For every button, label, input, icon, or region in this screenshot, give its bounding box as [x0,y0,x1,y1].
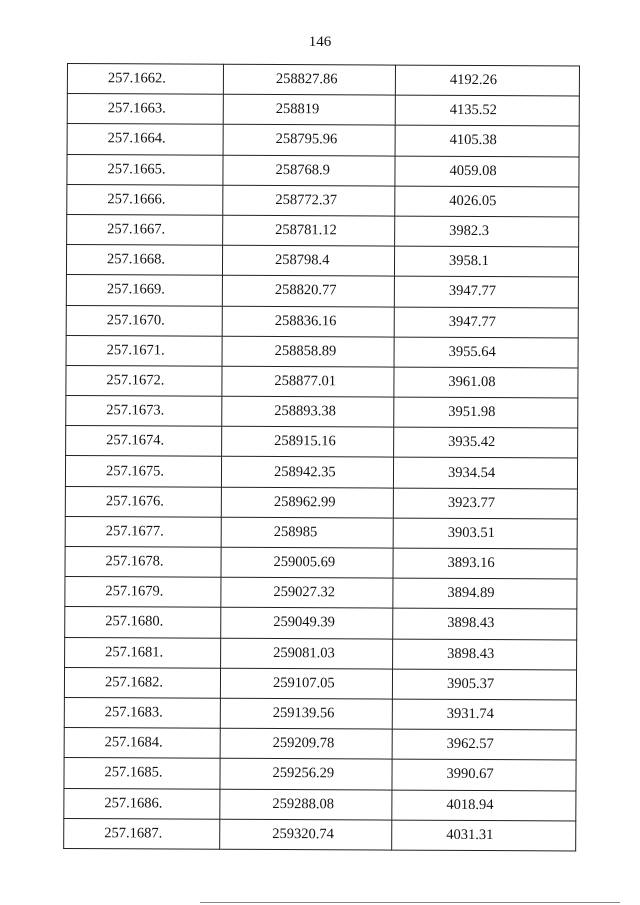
y-coordinate-cell: 3955.64 [394,337,578,368]
x-coordinate-cell: 259209.78 [220,728,392,759]
point-number-cell: 257.1662. [67,64,223,95]
x-coordinate-cell: 258915.16 [222,427,394,458]
point-number-cell: 257.1671. [66,335,222,366]
x-coordinate-cell: 258768.9 [223,155,395,186]
point-number-cell: 257.1668. [66,245,222,276]
point-number-cell: 257.1682. [64,667,220,698]
point-number-cell: 257.1676. [65,486,221,517]
table-row [66,335,578,368]
table-row [67,214,579,247]
table-row [64,667,576,700]
x-coordinate-cell: 259288.08 [220,789,392,820]
table-row [66,305,578,338]
point-number-cell: 257.1667. [67,214,223,245]
x-coordinate-cell: 259027.32 [221,577,393,608]
point-number-cell: 257.1680. [65,607,221,638]
x-coordinate-cell: 258795.96 [223,125,395,156]
y-coordinate-cell: 4059.08 [395,156,579,187]
point-number-cell: 257.1672. [66,365,222,396]
point-number-cell: 257.1673. [66,396,222,427]
point-number-cell: 257.1683. [64,697,220,728]
point-number-cell: 257.1669. [66,275,222,306]
x-coordinate-cell: 258836.16 [222,306,394,337]
table-row [65,456,577,489]
table-row [64,697,576,730]
page-number: 146 [308,34,332,50]
table-row [65,516,577,549]
table-row [67,94,579,127]
table-row [65,637,577,670]
x-coordinate-cell: 258962.99 [221,487,393,518]
table-row [64,788,576,821]
x-coordinate-cell: 259081.03 [221,638,393,669]
table-row [67,64,579,97]
y-coordinate-cell: 3990.67 [392,759,576,790]
x-coordinate-cell: 258893.38 [222,396,394,427]
point-number-cell: 257.1675. [65,456,221,487]
table-row [66,245,578,278]
x-coordinate-cell: 259139.56 [220,698,392,729]
point-number-cell: 257.1664. [67,124,223,155]
point-number-cell: 257.1685. [64,758,220,789]
y-coordinate-cell: 3931.74 [392,699,576,730]
y-coordinate-cell: 3961.08 [394,367,578,398]
table-row [67,184,579,217]
coordinates-table-body [64,64,580,851]
y-coordinate-cell: 4192.26 [395,65,579,96]
y-coordinate-cell: 4018.94 [392,790,576,821]
table-row [65,486,577,519]
table-row [66,275,578,308]
y-coordinate-cell: 3935.42 [394,427,578,458]
table-row [64,818,576,851]
x-coordinate-cell: 258985 [221,517,393,548]
y-coordinate-cell: 4031.31 [392,820,576,851]
table-row [65,577,577,610]
y-coordinate-cell: 3898.43 [393,608,577,639]
point-number-cell: 257.1674. [66,426,222,457]
y-coordinate-cell: 3905.37 [392,669,576,700]
x-coordinate-cell: 259107.05 [220,668,392,699]
y-coordinate-cell: 3951.98 [394,397,578,428]
point-number-cell: 257.1677. [65,516,221,547]
table-row [67,124,579,157]
point-number-cell: 257.1670. [66,305,222,336]
x-coordinate-cell: 258942.35 [221,457,393,488]
x-coordinate-cell: 258858.89 [222,336,394,367]
table-row [65,607,577,640]
x-coordinate-cell: 258877.01 [222,366,394,397]
x-coordinate-cell: 258827.86 [223,64,395,95]
table-row [64,758,576,791]
point-number-cell: 257.1687. [64,818,220,849]
x-coordinate-cell: 258798.4 [222,245,394,276]
table-row [65,546,577,579]
x-coordinate-cell: 259320.74 [220,819,392,850]
y-coordinate-cell: 3934.54 [393,458,577,489]
point-number-cell: 257.1684. [64,728,220,759]
y-coordinate-cell: 3898.43 [393,639,577,670]
point-number-cell: 257.1665. [67,154,223,185]
y-coordinate-cell: 4026.05 [395,186,579,217]
y-coordinate-cell: 3923.77 [393,488,577,519]
table-row [64,728,576,761]
y-coordinate-cell: 3982.3 [395,216,579,247]
x-coordinate-cell: 258820.77 [222,276,394,307]
point-number-cell: 257.1666. [67,184,223,215]
table-row [66,365,578,398]
y-coordinate-cell: 3894.89 [393,578,577,609]
table-row [67,154,579,187]
x-coordinate-cell: 258781.12 [223,215,395,246]
y-coordinate-cell: 3893.16 [393,548,577,579]
y-coordinate-cell: 3962.57 [392,729,576,760]
page-bottom-rule [200,902,620,903]
point-number-cell: 257.1678. [65,546,221,577]
table-row [66,396,578,429]
y-coordinate-cell: 4105.38 [395,125,579,156]
y-coordinate-cell: 3903.51 [393,518,577,549]
point-number-cell: 257.1681. [65,637,221,668]
x-coordinate-cell: 259005.69 [221,547,393,578]
x-coordinate-cell: 258819 [223,94,395,125]
point-number-cell: 257.1663. [67,94,223,125]
y-coordinate-cell: 3958.1 [394,246,578,277]
y-coordinate-cell: 4135.52 [395,95,579,126]
y-coordinate-cell: 3947.77 [394,276,578,307]
x-coordinate-cell: 259256.29 [220,759,392,790]
point-number-cell: 257.1679. [65,577,221,608]
x-coordinate-cell: 258772.37 [223,185,395,216]
point-number-cell: 257.1686. [64,788,220,819]
coordinates-table [63,63,580,851]
x-coordinate-cell: 259049.39 [221,608,393,639]
table-row [66,426,578,459]
y-coordinate-cell: 3947.77 [394,307,578,338]
